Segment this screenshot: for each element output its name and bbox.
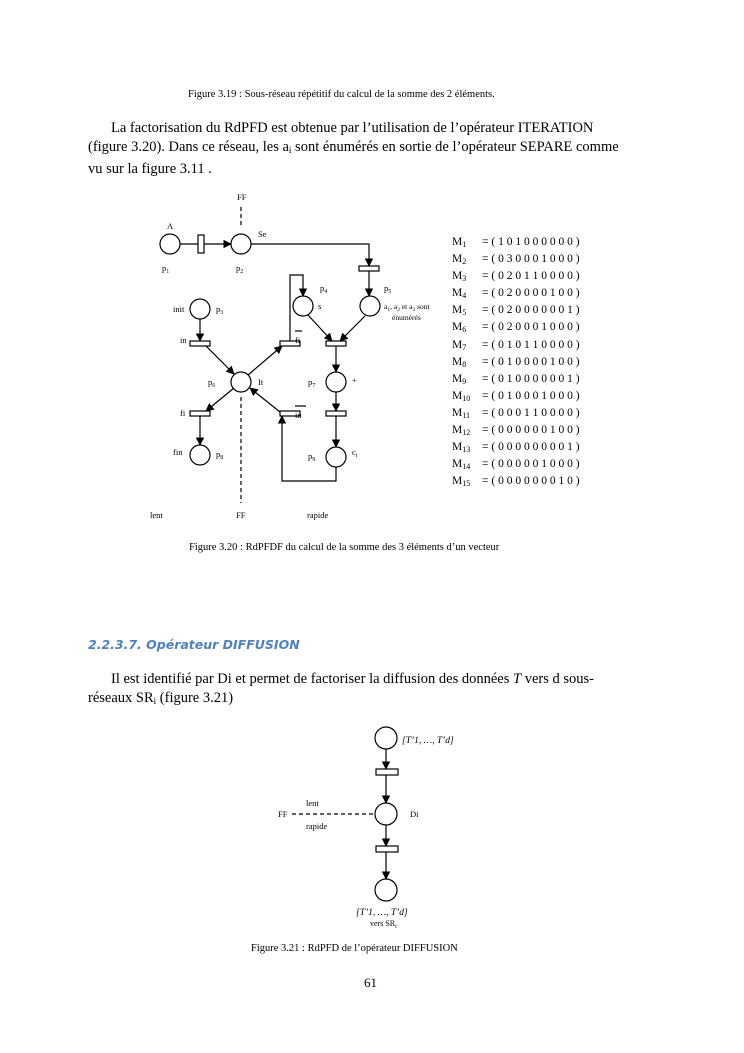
arc-p6-fibar: [248, 346, 282, 375]
label-p1: $p_1$: [162, 263, 170, 275]
label-ci: $c_i$: [352, 447, 358, 459]
marking-value: = ( 0 2 0 0 0 0 0 0 1 ): [482, 304, 580, 317]
label-fi-bar: fi: [295, 335, 301, 345]
label-p4: $p_4$: [320, 283, 328, 295]
transition-top: [376, 769, 398, 775]
label-p8: $p_8$: [216, 449, 224, 461]
marking-row: [452, 457, 580, 474]
label-bottom-t: [T’1, …, T’d]: [356, 908, 408, 918]
para2-line2: réseaux $SR_i$ (figure 3.21): [88, 690, 234, 706]
marking-value: = ( 0 0 0 0 0 0 0 0 1 ): [482, 441, 580, 454]
arc-p2-t5: [251, 244, 369, 266]
para1-line2: (figure 3.20). Dans ce réseau, les $a_i$ sont énumérés en sortie de l’opérateur SEPARE comme: [88, 139, 619, 155]
marking-row: [452, 372, 580, 389]
marking-row: [452, 303, 580, 320]
label-top-t: [T’1, …, T’d]: [402, 736, 454, 746]
marking-row: [452, 269, 580, 286]
marking-value: = ( 0 3 0 0 0 1 0 0 0 ): [482, 253, 580, 266]
arc-in-p6: [206, 346, 234, 374]
label-it: It: [258, 377, 264, 387]
arc-p9-inbar: [282, 416, 336, 481]
label-p7: $p_7$: [308, 377, 316, 389]
marking-value: = ( 0 0 0 0 0 1 0 0 0 ): [482, 458, 580, 471]
marking-value: = ( 0 0 0 0 0 0 0 1 0 ): [482, 475, 580, 488]
label-in: in: [180, 335, 187, 345]
label-p5: $p_5$: [384, 283, 392, 295]
paragraph-factorisation: [88, 119, 648, 179]
label-in-bar: in: [295, 410, 302, 420]
marking-label: M10: [452, 389, 471, 403]
marking-label: M2: [452, 253, 467, 267]
place-bottom: [375, 879, 397, 901]
marking-row: [452, 286, 580, 303]
marking-row: [452, 235, 580, 252]
marking-label: M11: [452, 406, 470, 420]
transition-p5: [359, 266, 379, 271]
figure-3-21-diffusion: [270, 718, 480, 930]
label-a: A: [167, 221, 174, 231]
figure-3-21-caption: Figure 3.21 : RdPFD de l’opérateur DIFFUSION: [251, 943, 458, 954]
marking-value: = ( 0 2 0 0 0 1 0 0 0 ): [482, 321, 580, 334]
marking-row: [452, 406, 580, 423]
marking-label: M13: [452, 441, 471, 455]
label-rapide: rapide: [307, 510, 329, 520]
marking-row: [452, 440, 580, 457]
marking-label: M9: [452, 372, 467, 386]
marking-label: M4: [452, 287, 467, 301]
transition-s: [326, 341, 346, 346]
marking-value: = ( 1 0 1 0 0 0 0 0 0 ): [482, 236, 580, 248]
marking-value: = ( 0 1 0 0 0 1 0 0 0 ): [482, 389, 580, 402]
label-s: s: [318, 301, 322, 311]
marking-value: = ( 0 1 0 0 0 0 1 0 0 ): [482, 355, 580, 368]
label-enumeres: énumérés: [392, 313, 421, 322]
arc-inbar-p6: [250, 388, 280, 412]
marking-row: [452, 389, 580, 406]
label-ff-top: FF: [237, 192, 247, 202]
marking-label: M15: [452, 475, 471, 489]
label-fin: fin: [173, 447, 183, 457]
label-p9: $p_9$: [308, 451, 316, 463]
section-heading-diffusion: 2.2.3.7. Opérateur DIFFUSION: [88, 637, 300, 652]
page-number: 61: [364, 975, 377, 990]
marking-value: = ( 0 0 0 1 1 0 0 0 0 ): [482, 406, 580, 419]
place-p9: [326, 447, 346, 467]
place-p1: [160, 234, 180, 254]
place-p8: [190, 445, 210, 465]
figure-3-20-petri-net: [140, 185, 470, 525]
place-p4: [293, 296, 313, 316]
figure-3-19-caption: Figure 3.19 : Sous-réseau répétitif du calcul de la somme des 2 éléments.: [188, 89, 495, 100]
label-vers-sr: vers $SR_i$: [370, 919, 397, 930]
label-a-enum: $a_1$, $a_2$ et $a_3$ sont: [384, 302, 430, 313]
label-di: Di: [410, 809, 419, 819]
para2-line1: Il est identifié par Di et permet de factoriser la diffusion des données T vers d sous-: [111, 671, 594, 687]
transition-a: [198, 235, 204, 253]
place-di: [375, 803, 397, 825]
marking-label: M3: [452, 270, 467, 284]
arc-p4-ts: [308, 315, 332, 341]
place-p3: [190, 299, 210, 319]
marking-value: = ( 0 1 0 0 0 0 0 0 1 ): [482, 372, 580, 385]
marking-label: M5: [452, 304, 467, 318]
transition-plus: [326, 411, 346, 416]
marking-label: M1: [452, 236, 467, 249]
arc-p6-fi: [206, 388, 234, 411]
label-init: init: [173, 304, 185, 314]
paragraph-diffusion: [88, 670, 648, 711]
place-p2: [231, 234, 251, 254]
label-se: Se: [258, 229, 267, 239]
label-lent: lent: [150, 510, 163, 520]
marking-value: = ( 0 2 0 0 0 0 1 0 0 ): [482, 287, 580, 300]
place-p5: [360, 296, 380, 316]
transition-in: [190, 341, 210, 346]
marking-label: M12: [452, 424, 471, 438]
label-plus: +: [352, 375, 357, 385]
transition-fi: [190, 411, 210, 416]
para1-line1: La factorisation du RdPFD est obtenue par l’utilisation de l’opérateur ITERATION: [111, 120, 594, 136]
label-p6: $p_6$: [208, 377, 216, 389]
figure-3-20-caption: Figure 3.20 : RdPFDF du calcul de la somme des 3 éléments d’un vecteur: [189, 542, 500, 553]
marking-value: = ( 0 2 0 1 1 0 0 0 0 ): [482, 270, 580, 283]
marking-row: [452, 320, 580, 337]
marking-label: M6: [452, 321, 467, 335]
label-ff-bottom: FF: [236, 510, 246, 520]
place-top: [375, 727, 397, 749]
marking-row: [452, 252, 580, 269]
label-fi: fi: [180, 408, 186, 418]
marking-row: [452, 355, 580, 372]
label-lent-321: lent: [306, 798, 319, 808]
marking-label: M14: [452, 458, 471, 472]
markings-list: [452, 235, 580, 491]
marking-value: = ( 0 1 0 1 1 0 0 0 0 ): [482, 338, 580, 351]
transition-bottom: [376, 846, 398, 852]
place-p7: [326, 372, 346, 392]
label-rapide-321: rapide: [306, 821, 328, 831]
label-ff-321: FF: [278, 809, 288, 819]
marking-row: [452, 338, 580, 355]
marking-row: [452, 423, 580, 440]
marking-label: M7: [452, 338, 467, 352]
marking-label: M8: [452, 355, 467, 369]
label-p2: $p_2$: [236, 263, 244, 275]
para1-line3: vu sur la figure 3.11 .: [88, 161, 212, 177]
label-p3: $p_3$: [216, 304, 224, 316]
marking-value: = ( 0 0 0 0 0 0 1 0 0 ): [482, 424, 580, 437]
marking-row: [452, 474, 580, 491]
arc-p5-ts: [340, 316, 365, 341]
